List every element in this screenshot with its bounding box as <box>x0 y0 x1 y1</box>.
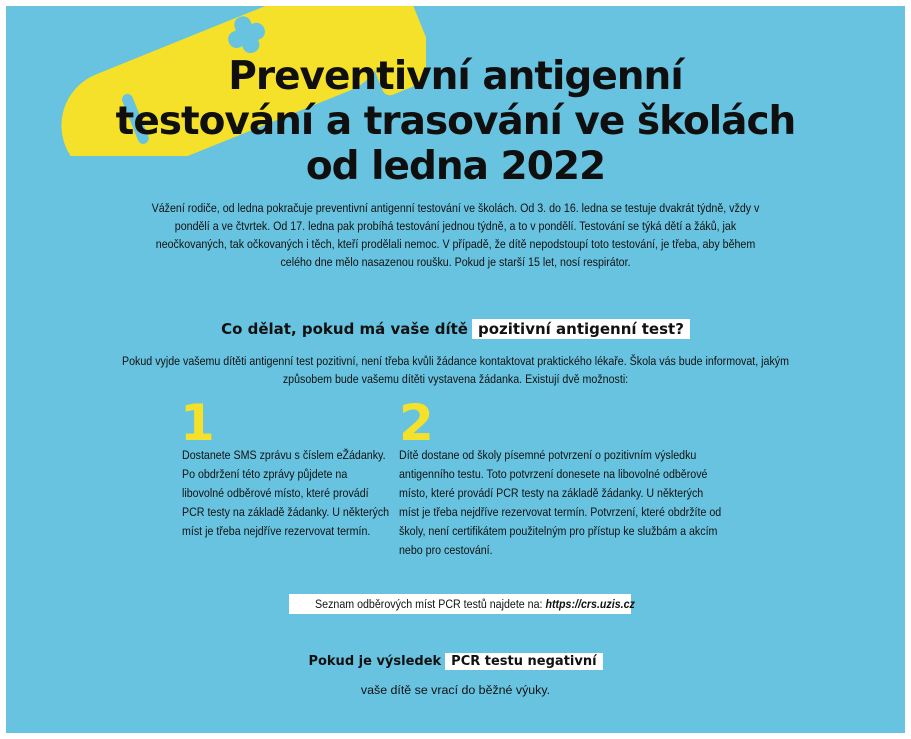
option-number-1: 1 <box>180 394 215 452</box>
positive-lead-paragraph: Pokud vyjde vašemu dítěti antigenní test pozitivní, není třeba kvůli žádance kontaktovat praktického lékaře. Škola vás bude informovat, jakým způsobem bude vašemu dítěti vystavena žádanka. Existují dvě možnosti: <box>122 354 789 386</box>
title-line-2: testování a trasování ve školách <box>115 99 796 144</box>
page-title <box>6 54 905 189</box>
negative-heading-highlight: PCR testu negativní <box>445 653 602 670</box>
title-line-3: od ledna 2022 <box>305 144 606 189</box>
testing-sites-label: Seznam odběrových míst PCR testů najdete na: <box>315 597 543 611</box>
negative-heading-prefix: Pokud je výsledek <box>308 654 442 669</box>
positive-heading-highlight: pozitivní antigenní test? <box>472 319 690 339</box>
positive-test-heading <box>6 319 905 339</box>
option-number-2: 2 <box>399 394 434 452</box>
intro-paragraph: Vážení rodiče, od ledna pokračuje preventivní antigenní testování ve školách. Od 3. do 16. ledna se testuje dvakrát týdně, vždy v pondělí a ve čtvrtek. Od 17. ledna pak probíhá testování jednou týdně, a to v pondělí. Testování se týká dětí a žáků, jak neočkovaných, tak očkovaných i těch, kteří prodělali nemoc. V případě, že dítě nepodstoupí toto testování, je třeba, aby během celého dne mělo nasazenou roušku. Pokud je starší 15 let, nosí respirátor. <box>151 201 760 269</box>
negative-result-text: vaše dítě se vrací do běžné výuky. <box>360 683 551 697</box>
title-line-1: Preventivní antigenní <box>228 54 683 99</box>
option-text-2: Dítě dostane od školy písemné potvrzení o pozitivním výsledku antigenního testu. Toto potvrzení donesete na libovolné odběrové místo, které provádí PCR testy na základě žádanky. U některých míst je třeba nejdříve rezervovat termín. Potvrzení, které obdržíte od školy, není certifikátem použitelným pro přístup ke službám a akcím nebo pro cestování. <box>399 448 722 557</box>
testing-sites-box <box>289 594 635 614</box>
negative-test-heading <box>6 653 905 670</box>
poster <box>6 6 905 733</box>
testing-sites-link[interactable]: https://crs.uzis.cz <box>545 597 635 611</box>
positive-heading-prefix: Co dělat, pokud má vaše dítě <box>221 320 468 338</box>
option-text-1: Dostanete SMS zprávu s číslem eŽádanky. Po obdržení této zprávy půjdete na libovolné odběrové místo, které provádí PCR testy na základě žádanky. U některých míst je třeba nejdříve rezervovat termín. <box>182 448 390 538</box>
